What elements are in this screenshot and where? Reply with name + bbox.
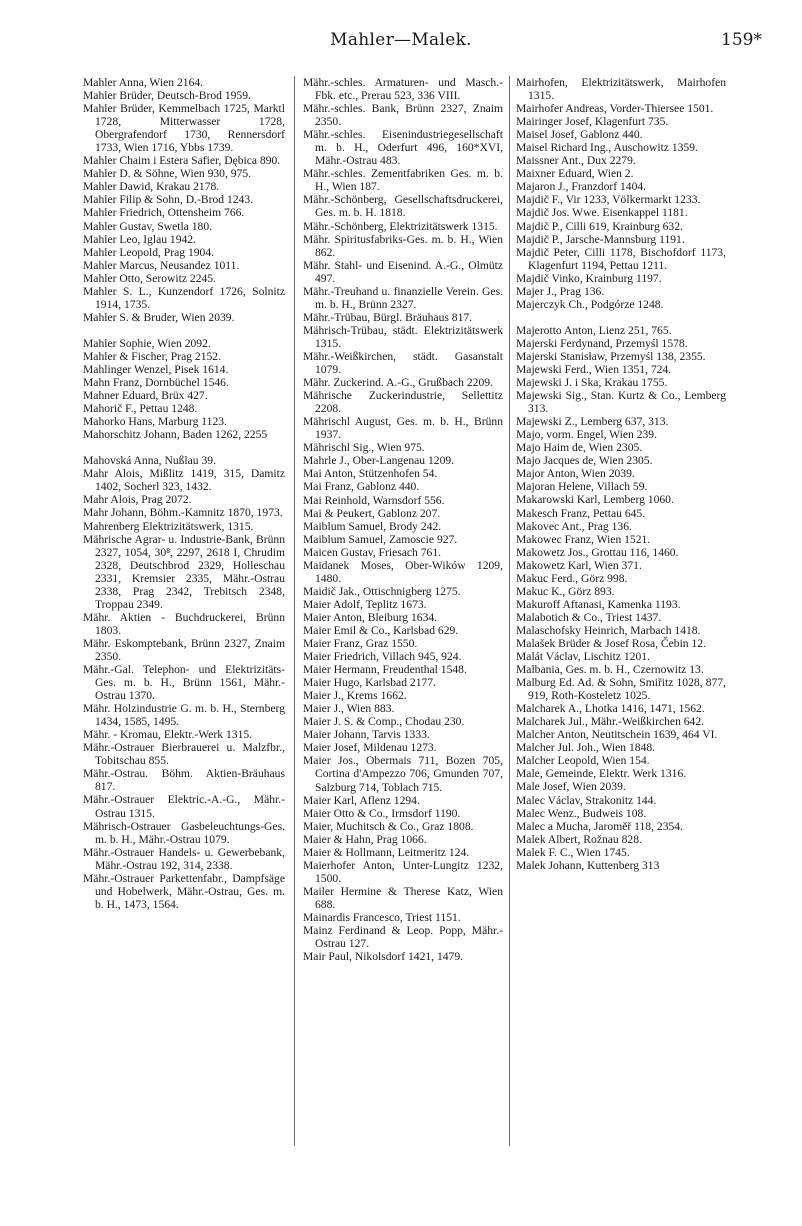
directory-entry: Majoran Helene, Villach 59. bbox=[516, 480, 648, 494]
directory-entry: Makuc K., Görz 893. bbox=[516, 584, 615, 598]
directory-entry: Mährisch-Ostrauer Gasbeleuchtungs-Ges. m. b. H., Mähr.-Ostrau 1079. bbox=[83, 819, 285, 846]
directory-entry: Mährischl August, Ges. m. b. H., Brünn 1937. bbox=[303, 415, 503, 442]
directory-entry: Malec a Mucha, Jaroměř 118, 2354. bbox=[516, 819, 683, 833]
directory-entry: Maidič Jak., Ottischnigberg 1275. bbox=[303, 584, 461, 598]
directory-entry: Majerczyk Ch., Podgórze 1248. bbox=[516, 297, 664, 311]
directory-entry: Mailer Hermine & Therese Katz, Wien 688. bbox=[303, 884, 503, 911]
directory-entry: Malaschofsky Heinrich, Marbach 1418. bbox=[516, 623, 701, 637]
directory-entry: Mahler Gustav, Swetla 180. bbox=[83, 219, 213, 233]
directory-entry: Mahlinger Wenzel, Pisek 1614. bbox=[83, 362, 229, 376]
directory-entry: Malek Albert, Rožnau 828. bbox=[516, 832, 642, 846]
running-head: Mahler—Malek. bbox=[330, 30, 472, 50]
page-header bbox=[0, 30, 802, 56]
directory-entry: Mahler Filip & Sohn, D.-Brod 1243. bbox=[83, 193, 254, 207]
directory-entry: Maier Hugo, Karlsbad 2177. bbox=[303, 676, 436, 690]
directory-entry: Malcher Anton, Neutitschein 1639, 464 VI. bbox=[516, 728, 718, 742]
directory-entry: Maiblum Samuel, Brody 242. bbox=[303, 519, 442, 533]
directory-entry: Mähr.-Ostrauer Handels- u. Gewerbebank, Mähr.-Ostrau 192, 314, 2338. bbox=[83, 845, 285, 872]
directory-entry: Makuroff Aftanasi, Kamenka 1193. bbox=[516, 597, 681, 611]
directory-entry: Mähr. Aktien - Buchdruckerei, Brünn 1803. bbox=[83, 610, 285, 637]
directory-entry: Majewski Ferd., Wien 1351, 724. bbox=[516, 362, 672, 376]
directory-entry: Majdič Jos. Wwe. Eisenkappel 1181. bbox=[516, 206, 688, 220]
directory-entry: Majer J., Prag 136. bbox=[516, 284, 605, 298]
directory-entry: Maisel Josef, Gablonz 440. bbox=[516, 128, 643, 142]
directory-entry: Mahler & Fischer, Prag 2152. bbox=[83, 349, 221, 363]
directory-entry: Mahrenberg Elektrizitätswerk, 1315. bbox=[83, 519, 254, 533]
directory-entry: Mai Anton, Stützenhofen 54. bbox=[303, 467, 438, 481]
directory-entry: Majo Haim de, Wien 2305. bbox=[516, 441, 643, 455]
directory-entry: Majdič F., Vir 1233, Völkermarkt 1233. bbox=[516, 193, 701, 207]
directory-entry: Malek F. C., Wien 1745. bbox=[516, 845, 630, 859]
directory-entry: Maier J., Wien 883. bbox=[303, 702, 395, 716]
directory-entry: Mähr.-Schönberg, Gesellschaftsdruckerei, Ges. m. b. H. 1818. bbox=[303, 193, 503, 220]
directory-entry: Maier Otto & Co., Irmsdorf 1190. bbox=[303, 806, 461, 820]
directory-entry: Mähr.-Trübau, Bürgl. Bräuhaus 817. bbox=[303, 310, 473, 324]
directory-entry: Majaron J., Franzdorf 1404. bbox=[516, 180, 647, 194]
directory-entry: Majerotto Anton, Lienz 251, 765. bbox=[516, 323, 672, 337]
directory-entry: Mahler S. L., Kunzendorf 1726, Solnitz 1914, 1735. bbox=[83, 284, 285, 311]
directory-entry: Malek Johann, Kuttenberg 313 bbox=[516, 858, 660, 872]
directory-entry: Mahovská Anna, Nußlau 39. bbox=[83, 454, 216, 468]
directory-entry: Maixner Eduard, Wien 2. bbox=[516, 167, 634, 181]
directory-entry: Maier Adolf, Teplitz 1673. bbox=[303, 597, 427, 611]
directory-entry: Mahler Leopold, Prag 1904. bbox=[83, 245, 215, 259]
directory-entry: Mahler Sophie, Wien 2092. bbox=[83, 336, 211, 350]
directory-entry: Mahler Otto, Serowitz 2245. bbox=[83, 271, 216, 285]
directory-entry: Maier & Hahn, Prag 1066. bbox=[303, 832, 427, 846]
directory-entry: Mahler Brüder, Kemmelbach 1725, Marktl 1728, Mitterwasser 1728, Obergrafendorf 1730, Rennersdorf 1733, Wien 1716, Ybbs 1739. bbox=[83, 102, 285, 155]
directory-entry: Mairhofer Andreas, Vorder-Thiersee 1501. bbox=[516, 102, 714, 116]
directory-entry: Mahler Dawid, Krakau 2178. bbox=[83, 180, 220, 194]
directory-entry: Maisel Richard Ing., Auschowitz 1359. bbox=[516, 141, 698, 155]
directory-entry: Makowetz Jos., Grottau 116, 1460. bbox=[516, 545, 679, 559]
directory-entry: Majdič Vinko, Krainburg 1197. bbox=[516, 271, 662, 285]
directory-entry: Mähr.-Schönberg, Elektrizitätswerk 1315. bbox=[303, 219, 498, 233]
directory-entry: Maier Josef, Mildenau 1273. bbox=[303, 741, 437, 755]
directory-entry: Malabotich & Co., Triest 1437. bbox=[516, 610, 662, 624]
directory-entry: Mahler Brüder, Deutsch-Brod 1959. bbox=[83, 89, 251, 103]
directory-entry: Malcharek Jul., Mähr.-Weißkirchen 642. bbox=[516, 715, 705, 729]
directory-entry: Mainardis Francesco, Triest 1151. bbox=[303, 911, 461, 924]
directory-entry: Mair Paul, Nikolsdorf 1421, 1479. bbox=[303, 950, 464, 964]
directory-entry: Maier Emil & Co., Karlsbad 629. bbox=[303, 623, 459, 637]
directory-entry: Mähr.-schles. Armaturen- und Masch.-Fbk. etc., Prerau 523, 336 VIII. bbox=[303, 76, 503, 103]
directory-entry: Maier J., Krems 1662. bbox=[303, 689, 407, 703]
directory-entry: Mährische Agrar- u. Industrie-Bank, Brünn 2327, 1054, 30⁸, 2297, 2618 I, Chrudim 2328, Deutschbrod 2329, Holleschau 2331, Kremsier 2335, Mähr.-Ostrau 2338, Prag 2342, Trebitsch 2348, Troppau 2349. bbox=[83, 532, 285, 611]
directory-entry: Maier J. S. & Comp., Chodau 230. bbox=[303, 715, 465, 729]
directory-entry: Malcharek A., Lhotka 1416, 1471, 1562. bbox=[516, 702, 705, 716]
page-number: 159* bbox=[721, 30, 762, 50]
directory-entry: Malašek Brüder & Josef Rosa, Čebin 12. bbox=[516, 636, 706, 650]
directory-entry: Maier Franz, Graz 1550. bbox=[303, 637, 418, 651]
directory-entry: Maidanek Moses, Ober-Wików 1209, 1480. bbox=[303, 558, 503, 585]
directory-entry: Maier & Hollmann, Leitmeritz 124. bbox=[303, 845, 470, 859]
directory-entry: Maier Johann, Tarvis 1333. bbox=[303, 728, 430, 742]
directory-entry: Mahler S. & Bruder, Wien 2039. bbox=[83, 310, 235, 324]
directory-entry: Majo Jacques de, Wien 2305. bbox=[516, 454, 653, 468]
directory-entry: Mahler Friedrich, Ottensheim 766. bbox=[83, 206, 245, 220]
directory-entry: Makowec Franz, Wien 1521. bbox=[516, 532, 651, 546]
directory-entry: Mähr.-Ostrau. Böhm. Aktien-Bräuhaus 817. bbox=[83, 767, 285, 794]
directory-entry: Mähr. Spiritusfabriks-Ges. m. b. H., Wien 862. bbox=[303, 232, 503, 259]
directory-entry: Maier Friedrich, Villach 945, 924. bbox=[303, 650, 462, 664]
directory-entry: Mähr.-schles. Bank, Brünn 2327, Znaim 2350. bbox=[303, 102, 503, 129]
directory-entry: Mähr.-Treuhand u. finanzielle Verein. Ges. m. b. H., Brünn 2327. bbox=[303, 284, 503, 311]
directory-entry: Majdič Peter, Cilli 1178, Bischofdorf 1173, Klagenfurt 1194, Pettau 1211. bbox=[516, 245, 726, 272]
column-divider bbox=[509, 76, 510, 1146]
directory-entry: Makesch Franz, Pettau 645. bbox=[516, 506, 646, 520]
directory-entry: Makovec Ant., Prag 136. bbox=[516, 519, 632, 533]
directory-entry: Maierhofer Anton, Unter-Lungitz 1232, 1500. bbox=[303, 858, 503, 885]
directory-entry: Majewski Z., Lemberg 637, 313. bbox=[516, 415, 669, 429]
directory-entry: Male Josef, Wien 2039. bbox=[516, 780, 626, 794]
directory-entry: Mähr. Eskomptebank, Brünn 2327, Znaim 2350. bbox=[83, 636, 285, 663]
directory-entry: Majewski Sig., Stan. Kurtz & Co., Lemberg 313. bbox=[516, 389, 726, 416]
directory-entry: Mahorko Hans, Marburg 1123. bbox=[83, 415, 227, 429]
directory-entry: Mahler Marcus, Neusandez 1011. bbox=[83, 258, 240, 272]
directory-entry: Mährischl Sig., Wien 975. bbox=[303, 441, 425, 455]
directory-entry: Majdič P., Cilli 619, Krainburg 632. bbox=[516, 219, 683, 233]
directory-entry: Mähr.-Weißkirchen, städt. Gasanstalt 1079. bbox=[303, 349, 503, 377]
directory-entry: Mähr.-Ostrauer Elektric.-A.-G., Mähr.-Ostrau 1315. bbox=[83, 793, 285, 820]
directory-entry: Mähr.-schles. Eisenindustriegesellschaft m. b. H., Oderfurt 496, 160*XVI, Mähr.-Ostrau 483. bbox=[303, 128, 503, 168]
directory-entry: Makowetz Karl, Wien 371. bbox=[516, 558, 642, 572]
column-middle bbox=[303, 76, 503, 963]
directory-entry: Malcher Jul. Joh., Wien 1848. bbox=[516, 741, 656, 755]
directory-entry: Maier Karl, Aflenz 1294. bbox=[303, 793, 420, 807]
directory-entry: Mahn Franz, Dornbüchel 1546. bbox=[83, 376, 229, 390]
directory-entry: Maier Hermann, Freudenthal 1548. bbox=[303, 663, 467, 677]
directory-entry: Mai & Peukert, Gablonz 207. bbox=[303, 506, 441, 520]
directory-entry: Mähr.-Ostrauer Bierbrauerei u. Malzfbr., Tobitschau 855. bbox=[83, 741, 285, 768]
directory-entry: Malburg Ed. Ad. & Sohn, Smiřitz 1028, 877, 919, Roth-Kosteletz 1025. bbox=[516, 676, 726, 703]
directory-entry: Mähr.-schles. Zementfabriken Ges. m. b. H., Wien 187. bbox=[303, 167, 503, 194]
directory-entry: Mahorič F., Pettau 1248. bbox=[83, 402, 198, 416]
directory-entry: Mahr Alois, Mißlitz 1419, 315, Damitz 1402, Socherl 323, 1432. bbox=[83, 467, 285, 494]
directory-entry: Majdič P., Jarsche-Mannsburg 1191. bbox=[516, 232, 685, 246]
directory-entry: Majerski Ferdynand, Przemyśl 1578. bbox=[516, 336, 688, 350]
directory-entry: Mahorschitz Johann, Baden 1262, 2255 bbox=[83, 428, 268, 442]
directory-entry: Malát Václav, Lischitz 1201. bbox=[516, 650, 650, 664]
directory-entry: Mährisch-Trübau, städt. Elektrizitätswerk 1315. bbox=[303, 323, 503, 350]
directory-entry: Malec Václav, Strakonitz 144. bbox=[516, 793, 657, 807]
directory-entry: Makarowski Karl, Lemberg 1060. bbox=[516, 493, 674, 507]
directory-entry: Maissner Ant., Dux 2279. bbox=[516, 154, 636, 168]
directory-entry: Mairhofen, Elektrizitätswerk, Mairhofen 1315. bbox=[516, 76, 726, 103]
directory-entry: Mähr. Holzindustrie G. m. b. H., Sternberg 1434, 1585, 1495. bbox=[83, 702, 285, 729]
directory-entry: Mai Reinhold, Warnsdorf 556. bbox=[303, 493, 445, 507]
directory-entry: Maiblum Samuel, Zamoscie 927. bbox=[303, 532, 458, 546]
directory-entry: Maier, Muchitsch & Co., Graz 1808. bbox=[303, 819, 474, 833]
column-right bbox=[516, 76, 726, 872]
directory-entry: Mahr Alois, Prag 2072. bbox=[83, 493, 192, 507]
directory-entry: Mähr. Stahl- und Eisenind. A.-G., Olmütz 497. bbox=[303, 258, 503, 285]
directory-entry: Mahler Anna, Wien 2164. bbox=[83, 76, 204, 89]
directory-entry: Makuc Ferd., Görz 998. bbox=[516, 571, 628, 585]
directory-entry: Mähr.-Gal. Telephon- und Elektrizitäts-Ges. m. b. H., Brünn 1561, Mähr.-Ostrau 1370. bbox=[83, 663, 285, 703]
directory-entry: Male, Gemeinde, Elektr. Werk 1316. bbox=[516, 767, 687, 781]
directory-entry: Mähr. Zuckerind. A.-G., Grußbach 2209. bbox=[303, 376, 493, 390]
directory-entry: Majerski Stanisław, Przemyśl 138, 2355. bbox=[516, 349, 706, 363]
directory-entry: Majo, vorm. Engel, Wien 239. bbox=[516, 428, 657, 442]
column-left bbox=[83, 76, 285, 911]
directory-entry: Majewski J. i Ska, Krakau 1755. bbox=[516, 376, 668, 390]
directory-entry: Mähr. - Kromau, Elektr.-Werk 1315. bbox=[83, 728, 253, 742]
directory-entry: Mainz Ferdinand & Leop. Popp, Mähr.-Ostrau 127. bbox=[303, 924, 503, 951]
directory-entry: Malec Wenz., Budweis 108. bbox=[516, 806, 647, 820]
directory-entry: Malbania, Ges. m. b. H., Czernowitz 13. bbox=[516, 663, 704, 677]
directory-entry: Maier Jos., Obermais 711, Bozen 705, Cortina d'Ampezzo 706, Gmunden 707, Salzburg 714, Toblach 715. bbox=[303, 754, 503, 794]
column-divider bbox=[294, 76, 295, 1146]
directory-entry: Mairinger Josef, Klagenfurt 735. bbox=[516, 115, 669, 129]
directory-entry: Mahner Eduard, Brüx 427. bbox=[83, 389, 208, 403]
directory-entry: Maier Anton, Bleiburg 1634. bbox=[303, 610, 438, 624]
directory-entry: Maicen Gustav, Friesach 761. bbox=[303, 545, 442, 559]
directory-entry: Mahler Chaim i Estera Safier, Dębica 890. bbox=[83, 154, 281, 168]
directory-entry: Mahler Leo, Iglau 1942. bbox=[83, 232, 197, 246]
directory-entry: Mahr Johann, Böhm.-Kamnitz 1870, 1973. bbox=[83, 506, 283, 520]
directory-entry: Mahler D. & Söhne, Wien 930, 975. bbox=[83, 167, 252, 181]
directory-entry: Major Anton, Wien 2039. bbox=[516, 467, 635, 481]
directory-entry: Mähr.-Ostrauer Parkettenfabr., Dampfsäge und Hobelwerk, Mähr.-Ostrau, Ges. m. b. H., 1473, 1564. bbox=[83, 871, 285, 911]
directory-entry: Malcher Leopold, Wien 154. bbox=[516, 754, 650, 768]
directory-entry: Mai Franz, Gablonz 440. bbox=[303, 480, 420, 494]
directory-entry: Mährische Zuckerindustrie, Sellettitz 2208. bbox=[303, 389, 503, 416]
directory-entry: Mahrle J., Ober-Langenau 1209. bbox=[303, 454, 455, 468]
